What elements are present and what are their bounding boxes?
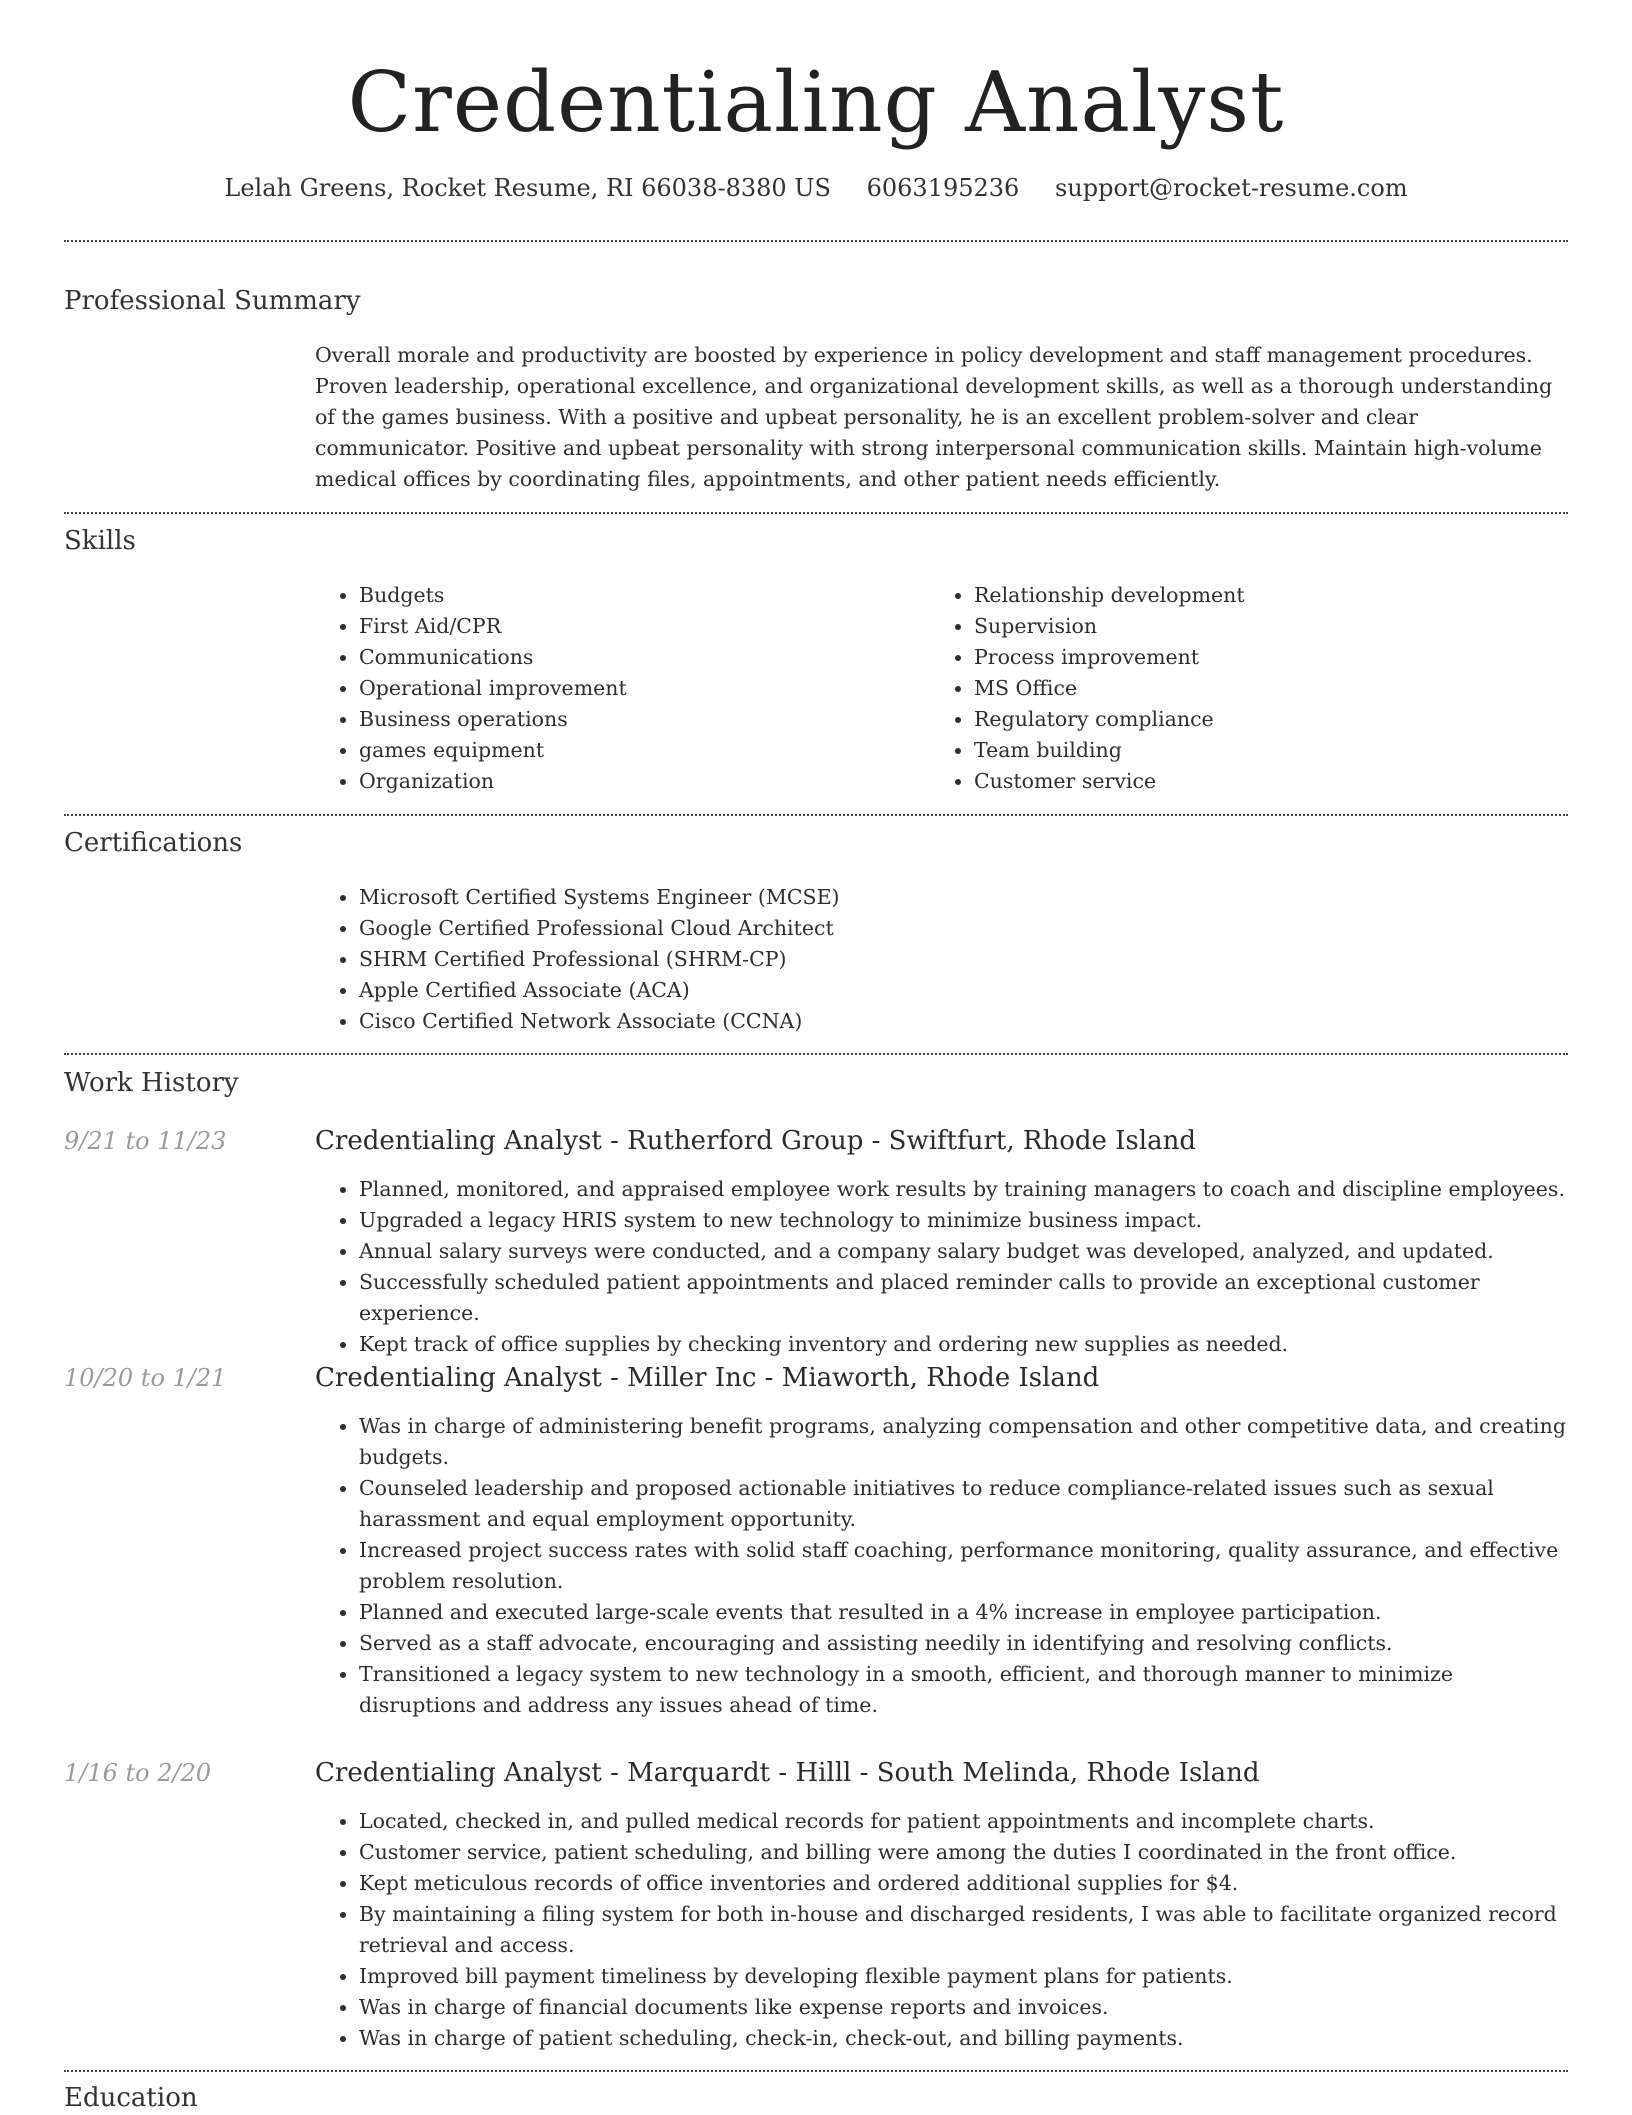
- skills-heading: Skills: [64, 526, 136, 556]
- work-history-heading: Work History: [64, 1068, 239, 1098]
- skill-item: • Operational improvement: [359, 673, 915, 704]
- contact-phone: 6063195236: [866, 174, 1020, 202]
- divider: [64, 240, 1568, 242]
- job-duty: • Served as a staff advocate, encouraging and assisting needily in identifying and resolving conflicts.: [359, 1628, 1568, 1659]
- certification-item: • Cisco Certified Network Associate (CCNA): [359, 1006, 1568, 1037]
- certification-item: • SHRM Certified Professional (SHRM-CP): [359, 944, 1568, 975]
- skill-item: • Business operations: [359, 704, 915, 735]
- job-dates: 9/21 to 11/23: [64, 1127, 227, 1155]
- job-title: Credentialing Analyst - Rutherford Group - Swiftfurt, Rhode Island: [315, 1126, 1196, 1156]
- job-duty: • Increased project success rates with solid staff coaching, performance monitoring, quality assurance, and effective problem resolution.: [359, 1535, 1568, 1597]
- skill-item: • Supervision: [974, 611, 1530, 642]
- job-duty: • Planned, monitored, and appraised employee work results by training managers to coach and discipline employees.: [359, 1174, 1568, 1205]
- job-duty: • Customer service, patient scheduling, and billing were among the duties I coordinated in the front office.: [359, 1837, 1568, 1868]
- job-duty: • Successfully scheduled patient appointments and placed reminder calls to provide an exceptional customer experience.: [359, 1267, 1568, 1329]
- certification-item: • Google Certified Professional Cloud Architect: [359, 913, 1568, 944]
- job-duties: [315, 1411, 1568, 1721]
- job-duty: • Was in charge of administering benefit programs, analyzing compensation and other competitive data, and creating budgets.: [359, 1411, 1568, 1473]
- certifications-list: [315, 882, 1568, 1037]
- skill-item: • Communications: [359, 642, 915, 673]
- job-duty: • Planned and executed large-scale events that resulted in a 4% increase in employee participation.: [359, 1597, 1568, 1628]
- job-duty: • By maintaining a filing system for both in-house and discharged residents, I was able to facilitate organized record retrieval and access.: [359, 1899, 1568, 1961]
- skill-item: • First Aid/CPR: [359, 611, 915, 642]
- job-duty: • Improved bill payment timeliness by developing flexible payment plans for patients.: [359, 1961, 1568, 1992]
- contact-line: [64, 170, 1568, 206]
- skill-item: • Organization: [359, 766, 915, 797]
- job-duty: • Kept meticulous records of office inventories and ordered additional supplies for $4.: [359, 1868, 1568, 1899]
- skills-left-column: [315, 580, 915, 797]
- job-duty: • Located, checked in, and pulled medical records for patient appointments and incomplete charts.: [359, 1806, 1568, 1837]
- contact-address: Lelah Greens, Rocket Resume, RI 66038-8380 US: [224, 174, 831, 202]
- job-duty: • Annual salary surveys were conducted, and a company salary budget was developed, analyzed, and updated.: [359, 1236, 1568, 1267]
- skill-item: • Team building: [974, 735, 1530, 766]
- skill-item: • Relationship development: [974, 580, 1530, 611]
- education-heading: Education: [64, 2083, 198, 2113]
- skill-item: • Regulatory compliance: [974, 704, 1530, 735]
- job-dates: 1/16 to 2/20: [64, 1759, 212, 1787]
- job-duty: • Was in charge of patient scheduling, check-in, check-out, and billing payments.: [359, 2023, 1568, 2054]
- summary-text: Overall morale and productivity are boosted by experience in policy development and staff management procedures. Proven leadership, operational excellence, and organizational development skills, as well as a thorough understanding of the games business. With a positive and upbeat personality, he is an excellent problem-solver and clear communicator. Positive and upbeat personality with strong interpersonal communication skills. Maintain high-volume medical offices by coordinating files, appointments, and other patient needs efficiently.: [315, 343, 1553, 491]
- divider: [64, 512, 1568, 514]
- resume-name: Credentialing Analyst: [347, 54, 1285, 151]
- job-title: Credentialing Analyst - Miller Inc - Miaworth, Rhode Island: [315, 1363, 1100, 1393]
- skill-item: • Customer service: [974, 766, 1530, 797]
- job-title: Credentialing Analyst - Marquardt - Hilll - South Melinda, Rhode Island: [315, 1758, 1260, 1788]
- skill-item: • games equipment: [359, 735, 915, 766]
- divider: [64, 1053, 1568, 1055]
- job-duty: • Transitioned a legacy system to new technology in a smooth, efficient, and thorough manner to minimize disruptions and address any issues ahead of time.: [359, 1659, 1568, 1721]
- job-duty: • Was in charge of financial documents like expense reports and invoices.: [359, 1992, 1568, 2023]
- certifications-heading: Certifications: [64, 828, 243, 858]
- skill-item: • Process improvement: [974, 642, 1530, 673]
- job-duties: [315, 1806, 1568, 2054]
- divider: [64, 814, 1568, 816]
- certification-item: • Apple Certified Associate (ACA): [359, 975, 1568, 1006]
- certification-item: • Microsoft Certified Systems Engineer (MCSE): [359, 882, 1568, 913]
- skill-item: • MS Office: [974, 673, 1530, 704]
- divider: [64, 2070, 1568, 2072]
- job-duty: • Counseled leadership and proposed actionable initiatives to reduce compliance-related issues such as sexual harassment and equal employment opportunity.: [359, 1473, 1568, 1535]
- job-dates: 10/20 to 1/21: [64, 1364, 227, 1392]
- job-duty: • Kept track of office supplies by checking inventory and ordering new supplies as needed.: [359, 1329, 1568, 1360]
- skill-item: • Budgets: [359, 580, 915, 611]
- summary-heading: Professional Summary: [64, 286, 361, 316]
- skills-right-column: [930, 580, 1530, 797]
- job-duties: [315, 1174, 1568, 1360]
- contact-email: support@rocket-resume.com: [1054, 174, 1408, 202]
- job-duty: • Upgraded a legacy HRIS system to new technology to minimize business impact.: [359, 1205, 1568, 1236]
